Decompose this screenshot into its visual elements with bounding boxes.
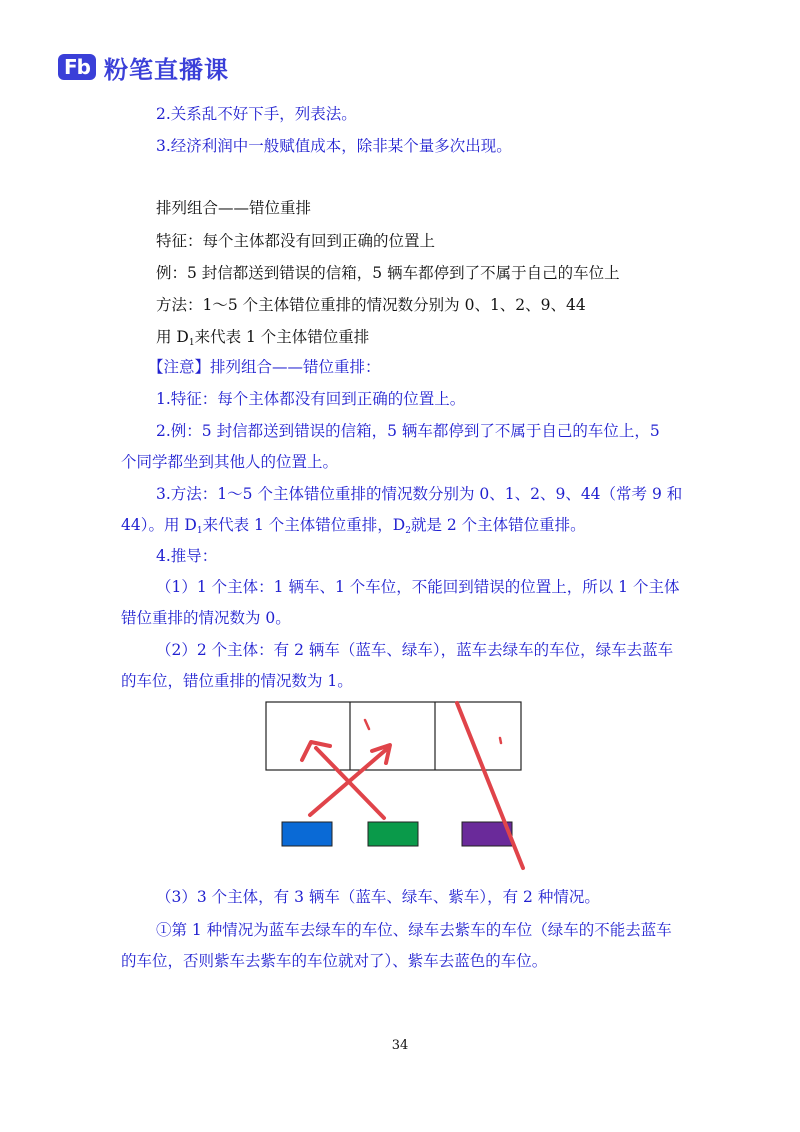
note-title: 【注意】排列组合——错位重排：	[148, 358, 381, 376]
logo-icon: Fb	[58, 54, 96, 80]
case-1-line2: 错位重排的情况数为 0。	[121, 609, 291, 627]
arrow-blue-to-green	[310, 748, 388, 815]
note-p1: 1.特征：每个主体都没有回到正确的位置上。	[156, 390, 466, 408]
intro-note-2: 2.关系乱不好下手，列表法。	[156, 105, 357, 123]
section-title: 排列组合——错位重排	[156, 199, 312, 217]
p3-part-a: 44）。用 D	[121, 516, 197, 534]
notation-pre: 用 D	[156, 328, 189, 346]
case-2-line2: 的车位，错位重排的情况数为 1。	[121, 672, 353, 690]
section-example: 例：5 封信都送到错误的信箱，5 辆车都停到了不属于自己的车位上	[156, 264, 620, 282]
note-p2-line2: 个同学都坐到其他人的位置上。	[121, 453, 339, 471]
notation-sub: 1	[188, 338, 195, 348]
section-feature: 特征：每个主体都没有回到正确的位置上	[156, 232, 436, 250]
tick-mark-2	[500, 738, 501, 743]
case-3: （3）3 个主体，有 3 辆车（蓝车、绿车、紫车），有 2 种情况。	[156, 888, 600, 906]
p3-sub-1: 1	[196, 526, 203, 536]
case-3a-line2: 的车位，否则紫车去紫车的车位就对了）、紫车去蓝色的车位。	[121, 952, 548, 970]
note-p2-line1: 2.例：5 封信都送到错误的信箱，5 辆车都停到了不属于自己的车位上，5	[156, 422, 660, 440]
case-2-line1: （2）2 个主体：有 2 辆车（蓝车、绿车），蓝车去绿车的车位，绿车去蓝车	[156, 641, 674, 659]
p3-part-b: 来代表 1 个主体错位重排，D	[202, 516, 406, 534]
notation-post: 来代表 1 个主体错位重排	[194, 328, 370, 346]
section-method: 方法：1～5 个主体错位重排的情况数分别为 0、1、2、9、44	[156, 296, 586, 314]
note-p4: 4.推导：	[156, 547, 218, 565]
note-p3-line1: 3.方法：1～5 个主体错位重排的情况数分别为 0、1、2、9、44（常考 9 和	[156, 485, 683, 503]
case-1-line1: （1）1 个主体：1 辆车、1 个车位，不能回到错误的位置上，所以 1 个主体	[156, 578, 680, 596]
green-car	[368, 822, 418, 846]
page-number: 34	[391, 1038, 409, 1053]
tick-mark-1	[365, 720, 369, 729]
case-3a-line1: ①第 1 种情况为蓝车去绿车的车位、绿车去紫车的车位（绿车的不能去蓝车	[156, 921, 672, 939]
p3-part-c: 就是 2 个主体错位重排。	[410, 516, 586, 534]
logo-text: 粉笔直播课	[104, 55, 229, 84]
blue-car	[282, 822, 332, 846]
intro-note-3: 3.经济利润中一般赋值成本，除非某个量多次出现。	[156, 137, 512, 155]
p3-sub-2: 2	[405, 526, 411, 536]
